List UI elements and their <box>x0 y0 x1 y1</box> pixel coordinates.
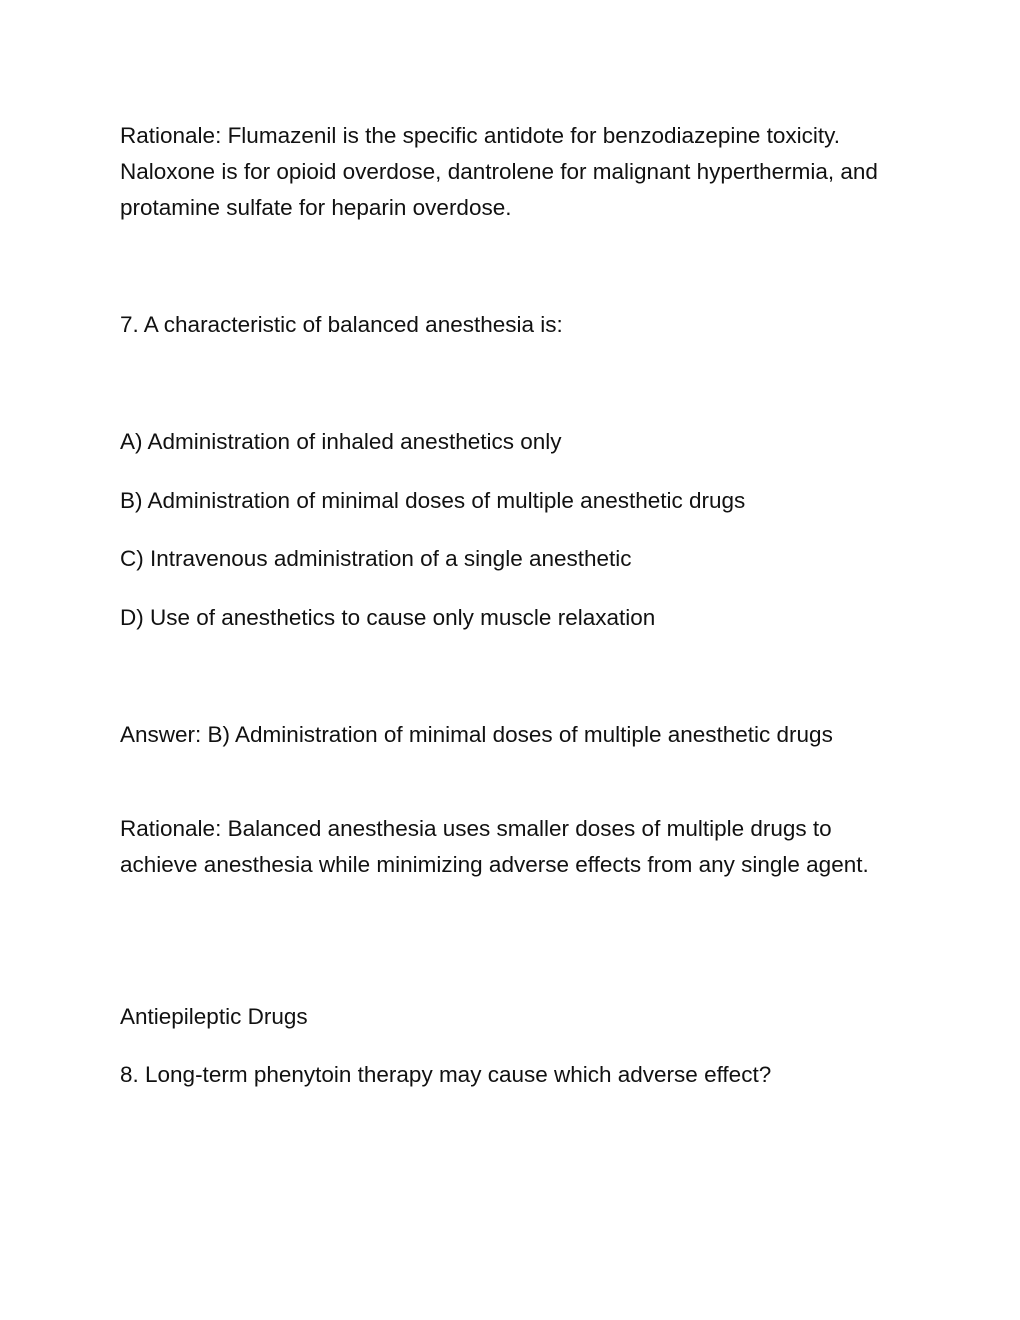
question-7-rationale: Rationale: Balanced anesthesia uses smaller doses of multiple drugs to achieve anesthesia while minimizing adverse effects from any single agent. <box>120 816 869 877</box>
section-heading: Antiepileptic Drugs <box>120 1004 308 1029</box>
question-7-option-d: D) Use of anesthetics to cause only muscle relaxation <box>120 605 656 630</box>
question-7-option-a: A) Administration of inhaled anesthetics only <box>120 429 562 454</box>
question-7-option-c: C) Intravenous administration of a single anesthetic <box>120 546 632 571</box>
question-7-answer: Answer: B) Administration of minimal doses of multiple anesthetic drugs <box>120 722 833 747</box>
question-7-stem: 7. A characteristic of balanced anesthesia is: <box>120 312 563 337</box>
question-8-stem: 8. Long-term phenytoin therapy may cause which adverse effect? <box>120 1062 772 1087</box>
rationale-q6: Rationale: Flumazenil is the specific antidote for benzodiazepine toxicity. Naloxone is for opioid overdose, dantrolene for malignant hyperthermia, and protamine sulfate for heparin overdose. <box>120 123 878 220</box>
question-7-option-b: B) Administration of minimal doses of multiple anesthetic drugs <box>120 488 746 513</box>
